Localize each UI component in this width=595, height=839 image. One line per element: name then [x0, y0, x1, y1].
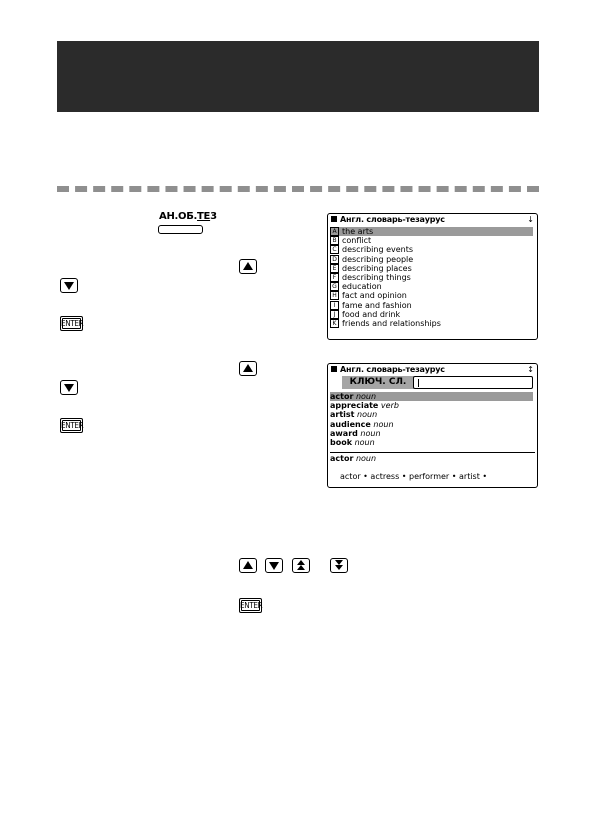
word-pos: noun: [357, 410, 378, 420]
menu-item-letter: F: [330, 273, 339, 282]
word-pos: noun: [360, 428, 381, 438]
down-arrow-key: [60, 380, 78, 395]
preview-entry: actor noun: [330, 454, 377, 463]
word-list-item[interactable]: [330, 392, 533, 401]
menu-item-label: the arts: [342, 227, 374, 236]
screen-title: Англ. словарь-тезаурус: [331, 365, 445, 374]
menu-item-letter: E: [330, 264, 339, 273]
word-list-item[interactable]: [330, 429, 533, 438]
down-arrow-key: [60, 278, 78, 293]
page-up-key: [292, 558, 310, 573]
menu-item-label: fact and opinion: [342, 291, 407, 301]
menu-item[interactable]: [330, 319, 533, 328]
word-pos: verb: [380, 401, 399, 411]
menu-item-letter: H: [330, 291, 339, 300]
dashed-divider: [57, 186, 539, 192]
header-bar: [57, 41, 539, 112]
up-arrow-key: [239, 259, 257, 274]
menu-item[interactable]: [330, 227, 533, 236]
menu-item-label: describing places: [342, 263, 412, 273]
menu-item-label: conflict: [342, 236, 372, 246]
word-headword: artist: [330, 410, 355, 420]
menu-item-letter: D: [330, 255, 339, 264]
page-down-key: [330, 558, 348, 573]
scroll-down-icon: ↓: [527, 215, 534, 224]
menu-item[interactable]: [330, 282, 533, 291]
word-pos: noun: [355, 392, 377, 401]
up-arrow-key: [239, 361, 257, 376]
screen-divider: [330, 452, 535, 453]
word-list-item[interactable]: [330, 420, 533, 429]
thesaurus-category-screen: [327, 213, 538, 340]
down-arrow-key: [265, 558, 283, 573]
menu-item[interactable]: [330, 245, 533, 254]
menu-item-label: fame and fashion: [342, 300, 412, 310]
menu-item[interactable]: [330, 236, 533, 245]
thesaurus-keycap: АН.ОБ.ТЕ3: [158, 212, 206, 234]
word-headword: actor: [330, 392, 354, 401]
menu-item-label: describing people: [342, 254, 414, 264]
menu-item-label: friends and relationships: [342, 319, 441, 328]
word-list-item[interactable]: [330, 410, 533, 419]
enter-key: ENTER: [60, 316, 83, 331]
menu-item-letter: G: [330, 282, 339, 291]
menu-item[interactable]: [330, 255, 533, 264]
scroll-updown-icon: ↕: [527, 365, 534, 374]
enter-key: ENTER: [239, 598, 262, 613]
synonym-line: actor • actress • performer • artist •: [340, 472, 488, 481]
word-list-item[interactable]: [330, 438, 533, 447]
menu-item-letter: I: [330, 301, 339, 310]
word-pos: noun: [354, 438, 375, 447]
menu-item-letter: J: [330, 310, 339, 319]
menu-item-label: describing things: [342, 273, 411, 282]
menu-item-letter: B: [330, 236, 339, 245]
word-list-item[interactable]: [330, 401, 533, 410]
menu-item-letter: A: [330, 227, 339, 236]
menu-item[interactable]: [330, 301, 533, 310]
word-headword: award: [330, 428, 358, 438]
menu-item[interactable]: [330, 273, 533, 282]
word-headword: audience: [330, 419, 371, 429]
up-arrow-key: [239, 558, 257, 573]
word-pos: noun: [373, 419, 394, 429]
menu-item[interactable]: [330, 291, 533, 300]
menu-item-letter: K: [330, 319, 339, 328]
word-headword: book: [330, 438, 353, 447]
menu-item-label: describing events: [342, 245, 414, 255]
menu-item-label: education: [342, 282, 382, 292]
keyword-label: КЛЮЧ. СЛ.: [342, 376, 414, 389]
enter-key: ENTER: [60, 418, 83, 433]
menu-item-label: food and drink: [342, 309, 401, 319]
word-headword: appreciate: [330, 401, 379, 411]
menu-item[interactable]: [330, 310, 533, 319]
thesaurus-keyword-screen: [327, 363, 538, 488]
keyword-input[interactable]: [413, 376, 533, 389]
menu-item[interactable]: [330, 264, 533, 273]
screen-title: Англ. словарь-тезаурус: [331, 215, 445, 224]
menu-item-letter: C: [330, 245, 339, 254]
